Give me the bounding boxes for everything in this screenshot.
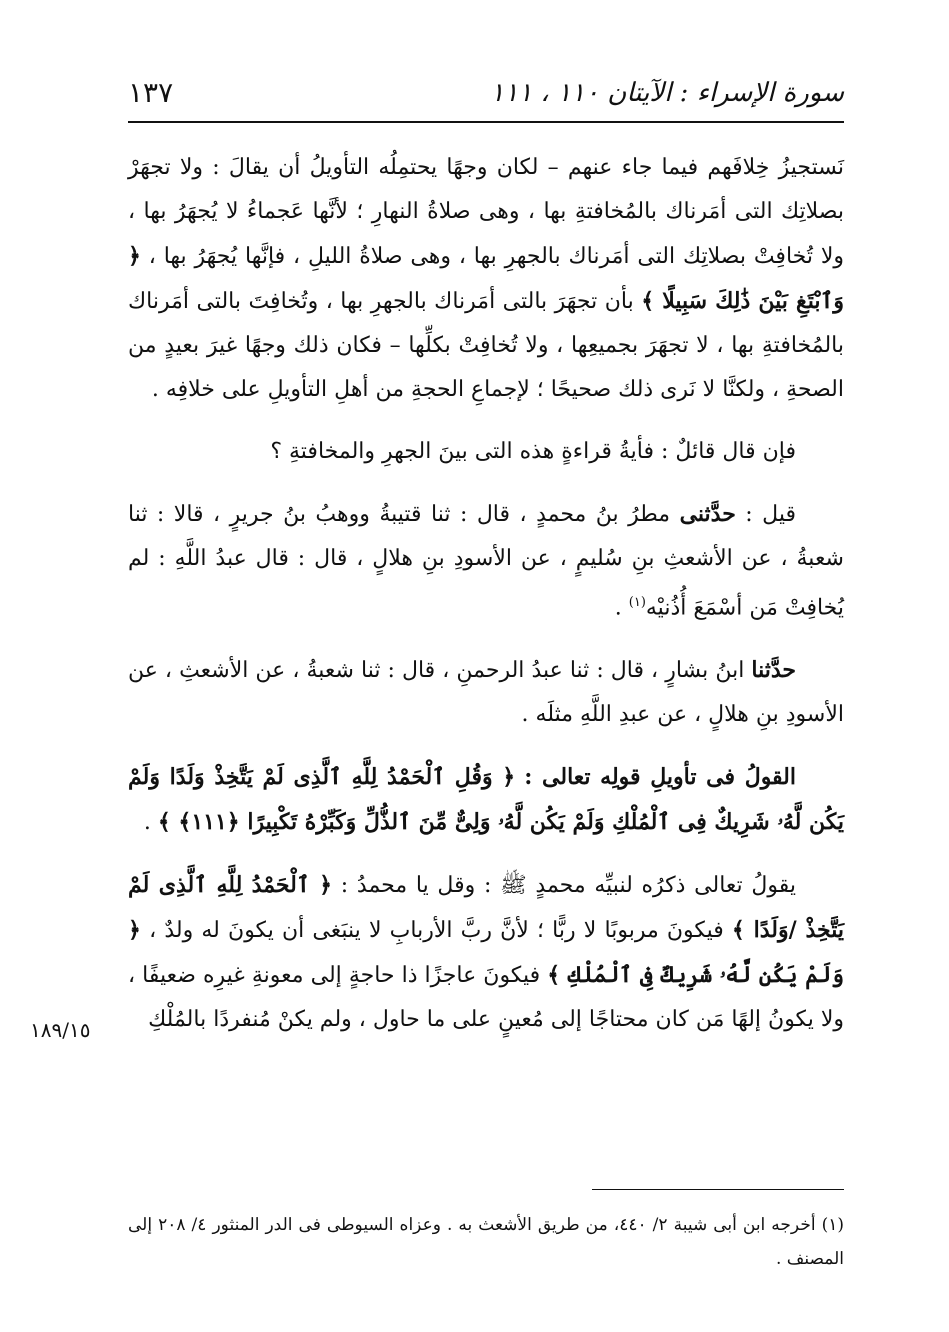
paragraph-6 — [128, 863, 844, 1042]
paragraph-5 — [128, 755, 844, 845]
hadith-chain-marker: حدَّثنا — [751, 657, 796, 684]
section-heading: القولُ فى تأويلِ قولِه تعالى : — [524, 764, 796, 791]
quran-quote: ﴿ وَلَمْ يَكُن لَّهُۥ شَرِيكٌ فِى ٱلْمُلْكِ ﴾ — [128, 917, 844, 989]
hadith-chain-marker: حدَّثنى — [679, 501, 736, 527]
running-header — [128, 70, 844, 122]
quran-quote: ﴿ ٱلْحَمْدُ لِلَّهِ ٱلَّذِى لَمْ يَتَّخِذْ /وَلَدًا ﴾ — [128, 872, 844, 944]
footnote-text: (١) أخرجه ابن أبى شيبة ٢/ ٤٤٠، من طريق الأشعث به . وعزاه السيوطى فى الدر المنثور ٤/ ٢٠٨ إلى المصنف . — [128, 1215, 844, 1269]
paragraph-5-end: . — [143, 810, 151, 836]
paragraph-4 — [128, 648, 844, 737]
page-number: ١٣٧ — [128, 76, 174, 109]
footnote-marker: (١) — [628, 595, 646, 610]
paragraph-3-lead: قيل : — [745, 502, 796, 527]
chapter-title: سورة الإسراء : الآيتان ١١٠ ، ١١١ — [490, 78, 844, 108]
paragraph-6-a: يقولُ تعالى ذكرُه لنبيِّه محمدٍ ﷺ : وقل يا محمدُ : — [340, 873, 796, 899]
paragraph-1-rest: بأن تجهَرَ بالتى أمَرناك بالجهرِ بها ، وتُخافِتَ بالتى أمَرناك بالمُخافتةِ بها ، لا تجهَرَ بجميعِها ، ولا تُخافِتْ بكلِّها – فكان ذلك وجهًا غيرَ بعيدٍ من الصحةِ ، ولكنَّا لا نَرى ذلك صحيحًا ؛ لإجماعِ الحجةِ من أهلِ التأويلِ على خلافِه . — [128, 289, 844, 402]
paragraph-3-text: مطرُ بنُ محمدٍ ، قال : ثنا قتيبةُ ووهبُ بنُ جريرٍ ، قالا : ثنا شعبةُ ، عن الأشعثِ بنِ سُليمٍ ، عن الأسودِ بنِ هلالٍ ، قال : قال عبدُ اللَّهِ : لم يُخافِتْ مَن أسْمَعَ أُذُنيْه — [128, 502, 844, 621]
footnote — [128, 1208, 844, 1276]
paragraph-6-b: فيكونَ مربوبًا لا ربًّا ؛ لأنَّ ربَّ الأربابِ لا ينبَغى أن يكونَ له ولدٌ ، — [149, 918, 724, 944]
paragraph-1-text: نَستجيزُ خِلافَهم فيما جاء عنهم – لكان وجهًا يحتمِلُه التأويلُ أن يقالَ : ولا تجهَرْ بصلاتِك التى أمَرناك بالمُخافتةِ بها ، وهى صلاةُ النهارِ ؛ لأنَّها عَجماءُ لا يُجهَرُ بها ، ولا تُخافِتْ بصلاتِك التى أمَرناك بالجهرِ بها ، وهى صلاةُ الليلِ ، فإنَّها يُجهَرُ بها ، — [128, 155, 844, 269]
quran-quote: ﴿ وَقُلِ ٱلْحَمْدُ لِلَّهِ ٱلَّذِى لَمْ يَتَّخِذْ وَلَدًا وَلَمْ يَكُن لَّهُۥ شَرِيكٌ فِى ٱلْمُلْكِ وَلَمْ يَكُن لَّهُۥ وَلِىٌّ مِّنَ ٱلذُّلِّ وَكَبِّرْهُ تَكْبِيرًا ﴿١١١﴾ ﴾ — [128, 764, 844, 836]
paragraph-2-text: فإن قال قائلٌ : فأيةُ قراءةٍ هذه التى بينَ الجهرِ والمخافتةِ ؟ — [270, 439, 796, 464]
footnote-rule — [592, 1189, 844, 1190]
quran-quote: ﴿ وَٱبْتَغِ بَيْنَ ذَٰلِكَ سَبِيلًا ﴾ — [128, 243, 845, 314]
paragraph-4-text: ابنُ بشارٍ ، قال : ثنا عبدُ الرحمنِ ، قال : ثنا شعبةُ ، عن الأشعثِ ، عن الأسودِ بنِ هلالٍ ، عن عبدِ اللَّهِ مثلَه . — [128, 658, 844, 728]
paragraph-3 — [128, 492, 844, 630]
paragraph-2 — [128, 430, 844, 474]
header-rule — [128, 121, 844, 123]
paragraph-3-end: . — [614, 595, 622, 621]
paragraph-6-c: فيكونَ عاجزًا ذا حاجةٍ إلى معونةِ غيرِه ضعيفًا ، ولا يكونُ إلهًا مَن كان محتاجًا إلى مُعينٍ على ما حاول ، ولم يكنْ مُنفردًا بالمُلْكِ — [128, 963, 844, 1033]
paragraph-1 — [128, 146, 844, 412]
main-text — [128, 146, 844, 1042]
margin-reference: ١٨٩/١٥ — [30, 1018, 91, 1042]
